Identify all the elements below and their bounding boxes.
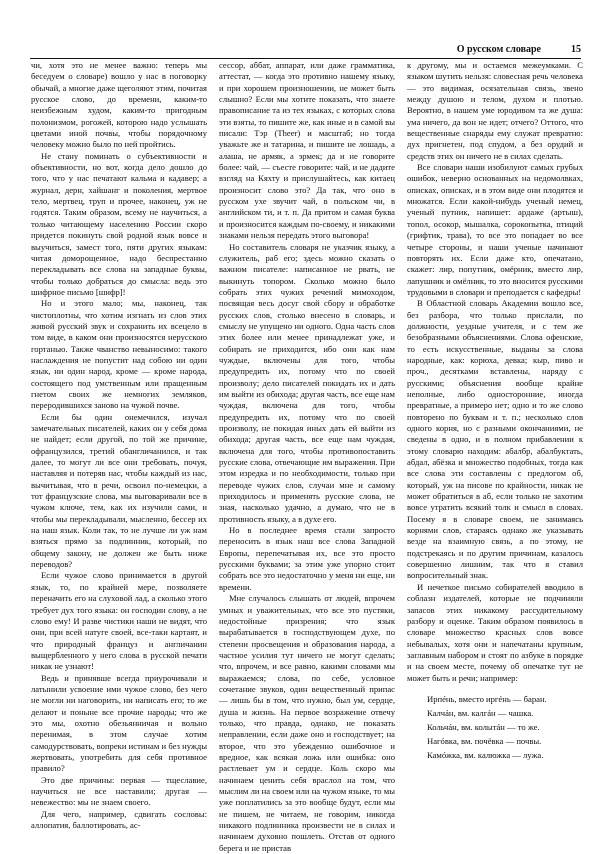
example-item: Кольчáн, вм. колытáн — то же. (427, 721, 540, 732)
example-list (407, 692, 583, 762)
paragraph: Если чужое слово принимается в другой язык, то, по крайней мере, позволяете переначить его на слуховой лад, а сколько этого требует дух того языка: он господин слову, а не слово ему! И разве чистики наши не видят, что они, при всей натуге своей, все-таки картаят, и что природный француз и англичанин выщербленного у него слова в русской печати никак не узнают! (31, 570, 207, 672)
example-item: Камóжка, вм. калюжка — лужа. (427, 749, 544, 760)
text-column-1 (31, 60, 207, 831)
paragraph: Ведь и принявше всегда приурочивали и латынили усвоение ими чужое слово, без чего не могли ни наговорить, ни написать его; то же делают и поныне все прочие народы; что же это мы, охотно обезьянничая и вольно перенимая, в этом случае хотим самодурствовать, вопреки истинам и без нужды жертвовать, употребить для себя противное правило? (31, 672, 207, 774)
example-item: Нагóвка, вм. почёвка — почвы. (427, 735, 542, 746)
paragraph: Но и этого мало; мы, наконец, так чистоплотны, что хотим изгнать из слов этих живой русский звук и сохранить их всецело в том виде, в каком они произносятся нерусскою гортанью. Также чванство невыносимо: такого наслаждения не попустит над собою ни один язык, ни один народ, кроме — кроме народа, состоящего под умственным или пращенным гнетом своих же немногих земляков, переродившихся заново на чужой почве. (31, 298, 207, 411)
paragraph: сессор, аббат, аппарат, или даже грамматика, аттестат, — когда это противно нашему языку, и при хорошем произношении, не может быть слышно? Если мы хотите показать, что знаете правописание та из тех языках, с которых слова эти взяты, то пишите же, как иные и в самой вы писали: Тэр (Theer) и масштаб; но тогда уважьте же и татарина, и пишите не лошадь, а алаша, не армяк, а эрмек; да и не говорите более: чай, — съесте говорите: чай, и не дадите взгляд на Кяхту и прислушайтесь, как китаец произносит слово это? Да так, что оно в русском ухе звучит чай, в польском чи, в английском ти, и т. п. Да притом и самая буква и произносится каждым по-своему, и никакими знаками нельзя передать этого выговора! (219, 60, 395, 241)
header-rule (30, 58, 581, 59)
running-header (30, 44, 581, 58)
paragraph: Мне случалось слышать от людей, впрочем умных и уважительных, что все это пустяки, недостойные призрения; что язык вырабатывается в господствующем духе, по степени просвещения и образования народа, а частное усилия тут ничего не могут сделать; что, впрочем, и все равно, какими словами мы выражаемся; слова, по себе, условное сочетание звуков, один вещественный припас — лишь бы в том, что нужно, был ум, сердце, душа и жизнь. На первое возражение отвечу только, что правда, однако, не показать неправлении, если даже оно и господствует; на второе, что это убежденно ошибочное и вредное, как всякая ложь или ошибка: оно растлевает ум и сердце. Коль скоро мы начинаем ценить себя враслол на том, что мыслим ли на своем или на чужом языке, то мы уже поплатились за это вообще будут, если мы не пишем, не читаем, не говорим, никогда никакого подлинника произвести не в силах и начинаем духовно пошлеть. Отстав от одного берега и не пристав (219, 593, 395, 853)
text-column-3 (407, 60, 583, 794)
paragraph: И нечеткое письмо собирателей вводило в соблазн издателей, которые не подчиняли запасов этих никакому рассудительному разбору и оценке. Таким образом появилось в словаре множество красных слов вовсе небывалых, хотя они и напечатаны крупным, заглавным набором и стоят по азбуке в порядке и на своем месте, почему об опечатке тут не может быть и речи; например: (407, 581, 583, 683)
running-title: О русском словаре (456, 44, 541, 55)
paragraph: В Областной словарь Академии вошло все, без разбора, что только прислали, по должности, уездные учителя, и с тем же безобразными объяснениями. Слова офенские, то есть искусственные, выданы за слова народные, как: корюха, девка; кыр, пиво и проч., десятками вставлены, наряду с русскими; объяснения вообще крайне неполные, либо односторонние, иногда превратные, а примеро нет; одно и то же слово повторено по буквам и т. п.; несколько слов одного корня, но с разными окончаниями, не сведены в одно, и в полном прибавлении к этому словарю находим: абалбр, абалбуктать, абдал, абёзка и множество подобных, тогда как все слова эти составлены с предлогом об, который, уж на писове по крайности, никак не может обратиться в аб, если только не захотим вовсе утратить всякий толк и смысл в словах. Посему я в словаре своем, не занимаясь корнями слов, стараясь однако же указывать везде на взаимную связь, а по этому, не подстрекаясь и по другим причинам, казалось совершенно лишним, так что я ставил вопросительный знак. (407, 298, 583, 581)
text-column-2 (219, 60, 395, 853)
paragraph: Если бы один онемечился, изучал замечательных писателей, каких он у себя дома не найдет; если другой, по той же причине, офранцузился, третий обангличанился, и так далее, то могут ли все они требовать, почуя, наставляя и потеряв нас, чтобы каждый из нас, вычитывая, что в речи, освоил по-немецки, а тот французские слова, мы выговаривали все в чужом ключе, тем, как их изучили сами, и чтобы мы перекладывали, мысленно, бессер их на наш язык. Коли так, то не лучше ли уж нам взяться прямо за подлинник, который, по общему закону, не должен же быть ниже переводов? (31, 411, 207, 570)
example-item: Калчáн, вм. калгáн — чашка. (427, 707, 534, 718)
paragraph: чи, хотя это не менее важно: теперь мы беседуем о словаре) вошло у нас в поговорку обычай, а многие даже щеголяют этим, почитая русское слово, до времени, каким-то неизбежным худом, каким-то пригодным полонизмом, рогожей, которою надо услышать цветами иной почвы, чтобы порядочному человеку можно было по ней пройтись. (31, 60, 207, 150)
paragraph: к другому, мы и остаемся межеумками. С языком шутить нельзя: словесная речь человека — это видимая, осязательная связь, звено между душою и телом, духом и плотью. Вероятно, в нашем уме юродивом та же душа: ума ничего, да вон не идет; отчего? Оттого, что вещественные снаряды ему служат превратно: дух пригнетен, под спудом, а без орудий и средств этих он ничего не в силах сделать. (407, 60, 583, 161)
paragraph: Все словари наши изобилуют самых грубых ошибок, неверно основанных на недомолвках, описках, описках, и в этом виде они плодятся и множатся. Если какой-нибудь ученый немец, ученый путник, напишет: ардаже (артыш), топол, осокор, мышалка, сорокопытка, птиций (грифтик, трава), то все это попадает во все четыре стороны, и наши ученые начинают повторять их. Если даже кто, опечатано, скажет: лир, попутник, омёрник, вместо лир, лапушник и омёлник, то это вносится русскими трудовыми в словари и преподается с кафедры! (407, 162, 583, 297)
paragraph: Но составитель словаря не указчик языку, а служитель, раб его; здесь можно сказать о важном писателе: написанное не рвать, не выкинуть топором. Сколько можно было собрать этих чужих речений мимоходом, посвящая весь досуг свой сбору и обработке русских слов, столько внесено в словарь, и смыслу не упущено ни одного. Одна часть слов этих более или менее принадлежат уже, и собирать не приходится, ибо они как нам чуждые, включены для того, чтобы предупредить их, потому что по своей произволу; дело писателей покидать их и дать им выйти из обихода; другая часть, все еще нам чуждая, включена для того, чтобы предупредить их, потому что по своей произволу, не покидая иных дать ей выйти из обихода; другая часть, все еще нам чуждая, включена для того, чтобы противопоставить русские слова, отвечающие им выражения. При этом изредка и по необходимости, только при переводе чужих слов, случаи мне и самому приходилось и применять русские слова, не зная, насколько удачно, а думаю, что не в противность языку, а в духе его. (219, 241, 395, 524)
paragraph: Это две причины: первая — тщеславие, научиться не все наставили; другая — невежество: мы не знаем своего. (31, 774, 207, 808)
paragraph: Для чего, например, сдвигать сословы: аллопатия, баллотировать, ас- (31, 808, 207, 831)
page-number: 15 (571, 44, 581, 55)
paragraph: Не стану поминать о субъективности и объективности, но вот, когда дело дошло до того, что у нас печатают кальма и кадавер; а журнал, дерн, хайшанг и поколения, мертвое тело, мертвец, труп и прочее, наконец, уж не годятся. Таким образом, всему не научиться, а только читающему населению России скоро придется покинуть свой родной язык вовсе и выучиться, замест того, пяти других языкам: читая доморощенное, надо беспрестанно перекладывать все слова на западные буквы, чтобы только добраться до смысла: ведь это шифрное письмо [шифр]! (31, 150, 207, 297)
paragraph: Но в последнее время стали запросто переносить в язык наш все слова Западной Европы, перепечатывая их, все это просто русскими буквами; за этим уже упорно стоит собрать все это недостаточно у меня ни еще, ни времени. (219, 525, 395, 592)
example-item: Ирпéнь, вместо иргéнь — баран. (427, 693, 547, 704)
